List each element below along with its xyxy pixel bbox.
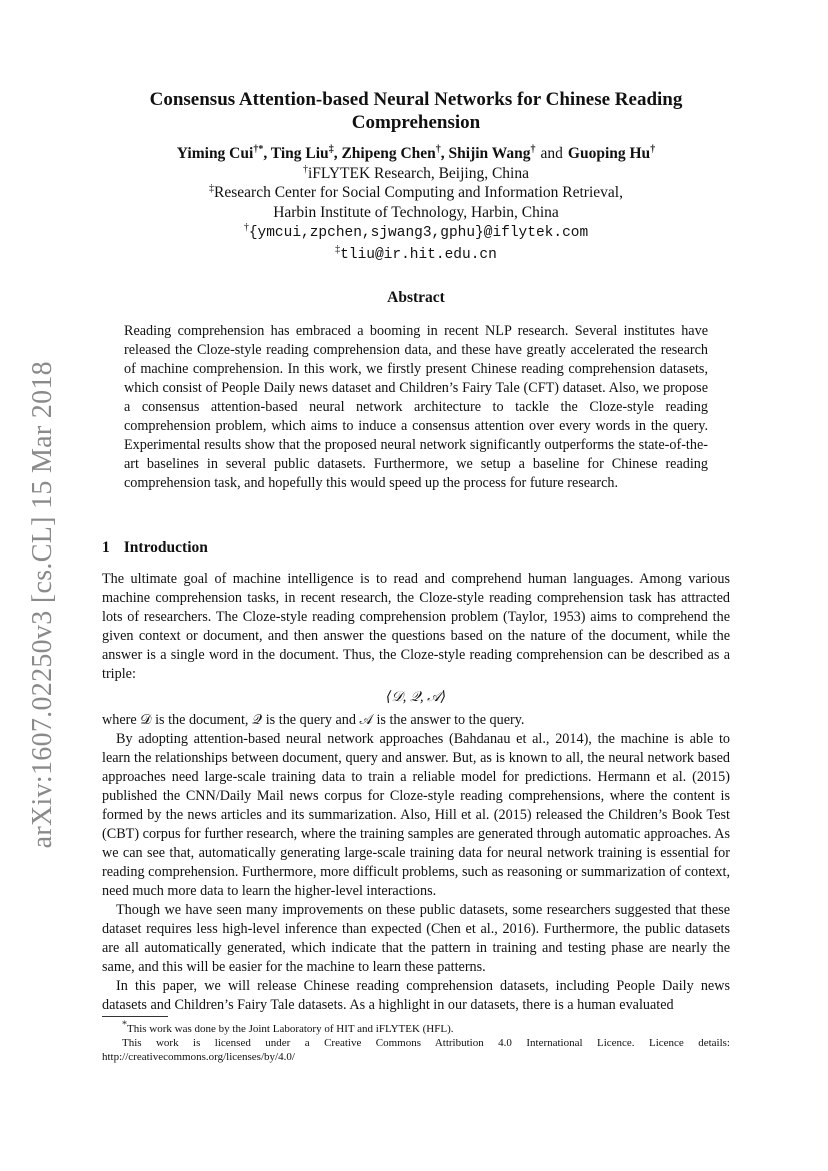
email-mark: † bbox=[243, 221, 249, 233]
email-1 bbox=[100, 222, 732, 244]
affiliation-mark: † bbox=[302, 163, 308, 175]
affiliation-1 bbox=[100, 164, 732, 184]
affiliation-2-line2: Harbin Institute of Technology, Harbin, China bbox=[273, 203, 559, 221]
formula: ⟨𝒟, 𝒬, 𝒜⟩ bbox=[385, 689, 447, 705]
footnote-rule bbox=[102, 1016, 168, 1017]
affiliation-mark: ‡ bbox=[209, 182, 215, 194]
section-title: Introduction bbox=[123, 539, 208, 556]
author-name: Ting Liu bbox=[270, 145, 329, 162]
footnote-2: This work is licensed under a Creative Commons Attribution 4.0 International Licence. Licence details: http://creativecommons.org/licenses/by/4.0/ bbox=[102, 1037, 730, 1063]
author-name: Guoping Hu bbox=[567, 145, 651, 162]
section-heading bbox=[102, 539, 208, 557]
author-mark: † bbox=[650, 143, 656, 155]
author-mark: †* bbox=[253, 143, 264, 155]
paragraph: The ultimate goal of machine intelligence is to read and comprehend human languages. Among various machine comprehension tasks, in recent research, the Cloze-style reading comprehension task has attracted lots of researchers. The Cloze-style reading comprehension problem (Taylor, 1953) aims to comprehend the given context or document, and then answer the questions based on the nature of the document, while the answer is a single word in the document. Thus, the Cloze-style reading comprehension can be described as a triple: bbox=[102, 571, 730, 682]
email-text: {ymcui,zpchen,sjwang3,gphu}@iflytek.com bbox=[248, 225, 589, 241]
footnote-mark: * bbox=[122, 1019, 127, 1031]
email-mark: ‡ bbox=[335, 243, 341, 255]
email-text: tliu@ir.hit.edu.cn bbox=[340, 246, 497, 263]
paragraph: where 𝒟 is the document, 𝒬 is the query and 𝒜 is the answer to the query. bbox=[102, 712, 525, 728]
abstract-text: Reading comprehension has embraced a booming in recent NLP research. Several institutes have released the Cloze-style reading comprehension data, and these have greatly accelerated the research of machine comprehension. In this work, we firstly present Chinese reading comprehension datasets, which consist of People Daily news dataset and Children’s Fairy Tale (CFT) dataset. Also, we propose a consensus attention-based neural network architecture to tackle the Cloze-style reading comprehension problem, which aims to induce a consensus attention over every words in the query. Experimental results show that the proposed neural network significantly outperforms the state-of-the-art baselines in several public datasets. Furthermore, we setup a baseline for Chinese reading comprehension task, and hopefully this would speed up the process for future research. bbox=[124, 323, 708, 491]
arxiv-stamp bbox=[18, 360, 68, 850]
affiliation-text: Research Center for Social Computing and Information Retrieval, bbox=[214, 184, 623, 201]
footnote-1 bbox=[102, 1019, 730, 1036]
paragraph: In this paper, we will release Chinese reading comprehension datasets, including People Daily news datasets and Children’s Fairy Tale datasets. As a highlight in our datasets, there is a human evaluated bbox=[102, 978, 730, 1013]
author-mark: ‡ bbox=[328, 143, 334, 155]
author-name: Yiming Cui bbox=[176, 145, 254, 162]
author-names: Yiming Cui†*, Ting Liu‡, Zhipeng Chen†, Shijin Wang† and Guoping Hu† bbox=[176, 143, 656, 162]
paragraph: Though we have seen many improvements on these public datasets, some researchers suggested that these dataset requires less high-level inference than expected (Chen et al., 2016). Furthermore, the public datasets are all automatically generated, which indicate that the pattern in training and testing phase are nearly the same, and this will be easier for the machine to learn these patterns. bbox=[102, 902, 730, 975]
footnote-text: This work was done by the Joint Laboratory of HIT and iFLYTEK (HFL). bbox=[127, 1023, 454, 1035]
affiliation-text: iFLYTEK Research, Beijing, China bbox=[307, 164, 529, 182]
email-2 bbox=[100, 244, 732, 266]
arxiv-stamp-text: arXiv:1607.02250v3 [cs.CL] 15 Mar 2018 bbox=[27, 361, 58, 849]
affiliation-2 bbox=[100, 183, 732, 203]
body-text bbox=[102, 570, 730, 1015]
author-name: Shijin Wang bbox=[448, 145, 531, 162]
author-mark: † bbox=[530, 143, 536, 155]
paper-title: Consensus Attention-based Neural Networks for Chinese Reading Comprehension bbox=[149, 89, 683, 133]
section-number: 1 bbox=[102, 539, 110, 556]
author-block bbox=[100, 144, 732, 265]
author-name: Zhipeng Chen bbox=[341, 145, 436, 162]
paragraph: By adopting attention-based neural network approaches (Bahdanau et al., 2014), the machine is able to learn the relationships between document, query and answer. But, as is known to all, the neural network based approaches need large-scale training data to train a reliable model for predictions. Hermann et al. (2015) published the CNN/Daily Mail news corpus for Cloze-style reading comprehensions, where the content is formed by the news articles and its summarization. Also, Hill et al. (2015) released the Children’s Book Test (CBT) corpus for further research, where the training samples are generated through automatic approaches. As we can see that, automatically generating large-scale training data for neural network training is essential for reading comprehension. Furthermore, more difficult problems, such as reasoning or summarization of context, need much more data to learn the higher-level interactions. bbox=[102, 731, 730, 899]
author-mark: † bbox=[435, 143, 441, 155]
footnotes bbox=[102, 1019, 730, 1064]
abstract-heading: Abstract bbox=[387, 289, 445, 306]
